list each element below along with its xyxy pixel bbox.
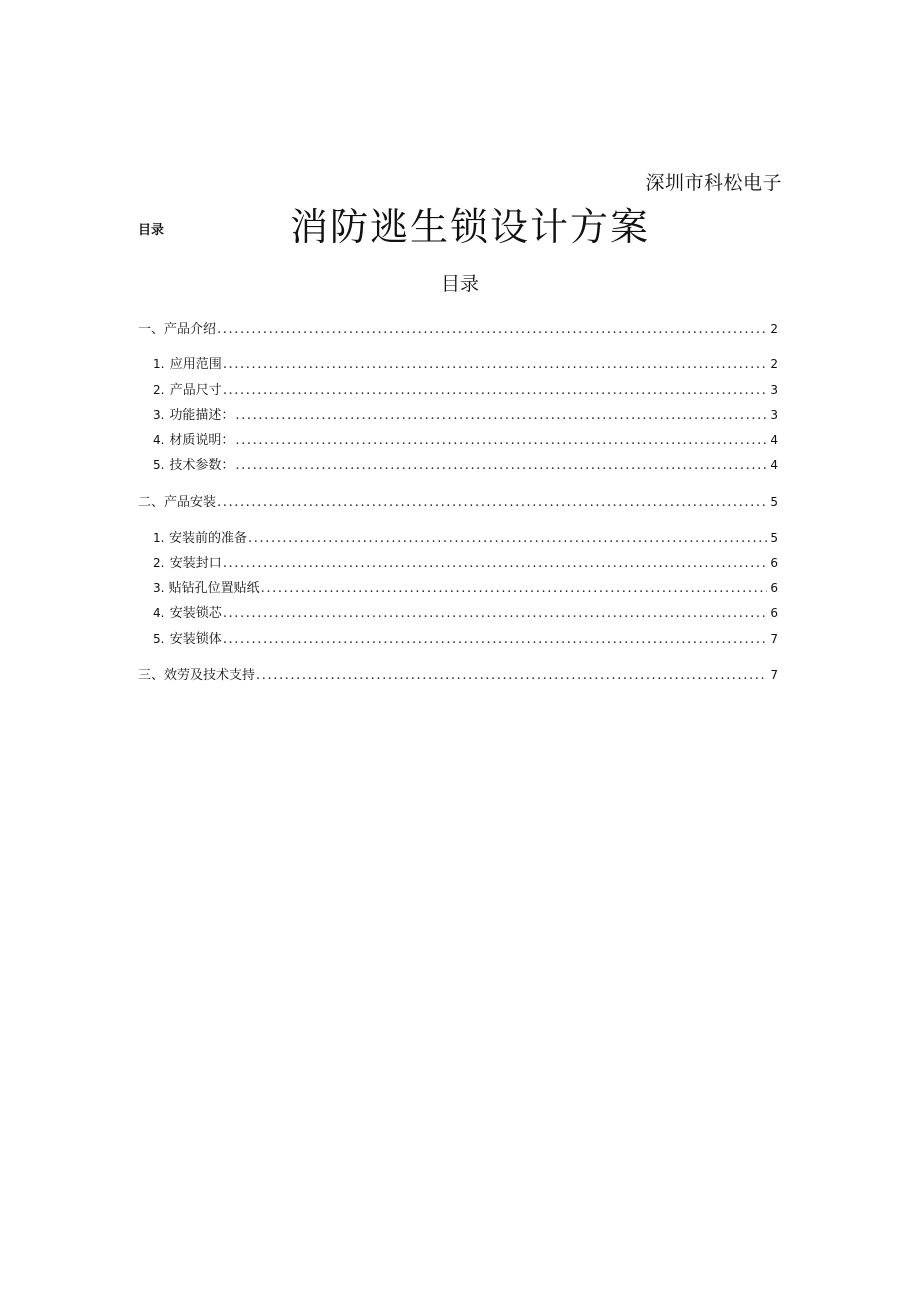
toc-page-number: 6 xyxy=(770,581,778,595)
toc-entry-number: 2. xyxy=(153,383,165,397)
toc-entry[interactable] xyxy=(153,404,778,424)
toc-entry-text: 三、效劳及技术支持 xyxy=(138,668,256,683)
toc-entry[interactable] xyxy=(153,552,778,572)
toc-entry-text: 应用范围 xyxy=(169,357,222,372)
toc-entry-text: 安装锁体 xyxy=(169,632,222,647)
toc-entry[interactable] xyxy=(153,527,778,547)
toc-entry-text: 功能描述： xyxy=(169,408,235,423)
toc-page-number: 4 xyxy=(770,433,778,447)
toc-leader xyxy=(235,433,767,448)
toc-entry-number: 5. xyxy=(153,458,165,472)
toc-entry[interactable] xyxy=(153,628,778,648)
toc-leader xyxy=(223,632,768,647)
toc-page-number: 4 xyxy=(770,458,778,472)
toc-entry-text: 产品尺寸 xyxy=(169,383,222,398)
toc-entry-text: 一、产品介绍 xyxy=(138,322,217,337)
toc-leader xyxy=(256,668,767,683)
toc-leader xyxy=(223,357,768,372)
toc-leader xyxy=(223,383,768,398)
toc-leader xyxy=(235,408,767,423)
toc-page-number: 7 xyxy=(770,668,778,682)
toc-page-number: 6 xyxy=(770,606,778,620)
toc-entry-text: 贴钻孔位置贴纸 xyxy=(168,581,260,596)
toc-entry-text: 安装锁芯 xyxy=(169,606,222,621)
toc-entry[interactable] xyxy=(153,379,778,399)
toc-entry-number: 5. xyxy=(153,632,165,646)
toc-entry-number: 2. xyxy=(153,556,165,570)
toc-leader xyxy=(223,606,768,621)
toc-page-number: 3 xyxy=(770,383,778,397)
toc-entry-text: 技术参数： xyxy=(169,458,235,473)
toc-entry[interactable] xyxy=(153,353,778,373)
toc-page-number: 2 xyxy=(770,357,778,371)
toc-entry[interactable] xyxy=(153,454,778,474)
toc-entry[interactable] xyxy=(153,429,778,449)
toc-page-number: 6 xyxy=(770,556,778,570)
toc-page-number: 5 xyxy=(770,531,778,545)
toc-leader xyxy=(261,581,768,596)
toc-leader xyxy=(223,556,768,571)
toc-page-number: 5 xyxy=(770,495,778,509)
toc-entry-text: 二、产品安装 xyxy=(138,495,217,510)
toc-leader xyxy=(235,458,767,473)
toc-entry-number: 4. xyxy=(153,433,165,447)
toc-entry-number: 3. xyxy=(153,581,165,595)
toc-entry[interactable] xyxy=(138,318,778,338)
toc-entry-number: 1. xyxy=(153,531,165,545)
toc-leader xyxy=(217,495,767,510)
side-label: 目录 xyxy=(138,223,165,238)
toc-leader xyxy=(217,322,767,337)
toc-heading: 目录 xyxy=(440,273,479,295)
toc-entry-number: 3. xyxy=(153,408,165,422)
toc-entry-number: 4. xyxy=(153,606,165,620)
toc-page-number: 2 xyxy=(770,322,778,336)
toc-page-number: 3 xyxy=(770,408,778,422)
toc-leader xyxy=(248,531,767,546)
toc-entry-text: 安装封口 xyxy=(169,556,222,571)
toc-entry-text: 材质说明： xyxy=(169,433,235,448)
document-title: 消防逃生锁设计方案 xyxy=(290,205,651,249)
toc-entry[interactable] xyxy=(153,577,778,597)
toc-entry[interactable] xyxy=(153,602,778,622)
toc-entry-number: 1. xyxy=(153,357,165,371)
toc-entry-text: 安装前的准备 xyxy=(169,531,248,546)
toc-entry[interactable] xyxy=(138,664,778,684)
company-name: 深圳市科松电子 xyxy=(645,172,782,194)
toc-page-number: 7 xyxy=(770,632,778,646)
toc-entry[interactable] xyxy=(138,491,778,511)
